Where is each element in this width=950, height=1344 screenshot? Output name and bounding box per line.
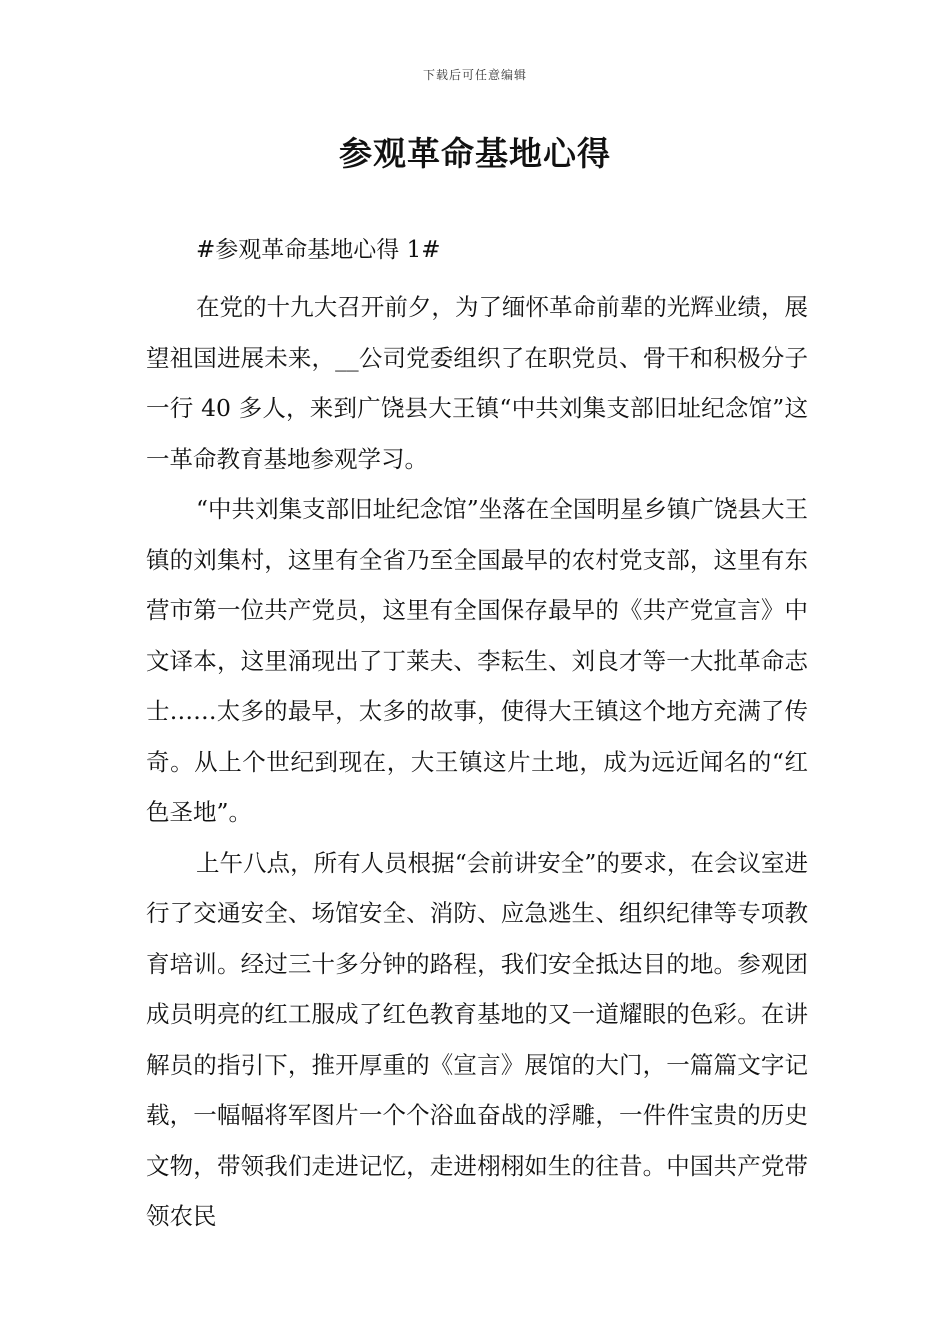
paragraph-2: “中共刘集支部旧址纪念馆”坐落在全国明星乡镇广饶县大王镇的刘集村，这里有全省乃至全国最早的农村党支部，这里有东营市第一位共产党员，这里有全国保存最早的《共产党宣言》中文译本，这里涌现出了丁莱夫、李耘生、刘良才等一大批革命志士……太多的最早，太多的故事，使得大王镇这个地方充满了传奇。从上个世纪到现在，大王镇这片土地，成为远近闻名的“红色圣地”。 (146, 495, 808, 826)
header-note: 下载后可任意编辑 (422, 68, 527, 82)
paragraph-1: 在党的十九大召开前夕，为了缅怀革命前辈的光辉业绩，展望祖国进展未来，__公司党委组织了在职党员、骨干和积极分子一行 40 多人，来到广饶县大王镇“中共刘集支部旧址纪念馆”这一革命教育基地参观学习。 (146, 293, 808, 473)
section-heading: #参观革命基地心得 1# (196, 237, 441, 263)
document-body (146, 282, 808, 1242)
paragraph-3: 上午八点，所有人员根据“会前讲安全”的要求，在会议室进行了交通安全、场馆安全、消防、应急逃生、组织纪律等专项教育培训。经过三十多分钟的路程，我们安全抵达目的地。参观团成员明亮的红工服成了红色教育基地的又一道耀眼的色彩。在讲解员的指引下，推开厚重的《宣言》展馆的大门，一篇篇文字记载，一幅幅将军图片一个个浴血奋战的浮雕，一件件宝贵的历史文物，带领我们走进记忆，走进栩栩如生的往昔。中国共产党带领农民 (146, 848, 808, 1230)
document-title: 参观革命基地心得 (339, 134, 611, 173)
